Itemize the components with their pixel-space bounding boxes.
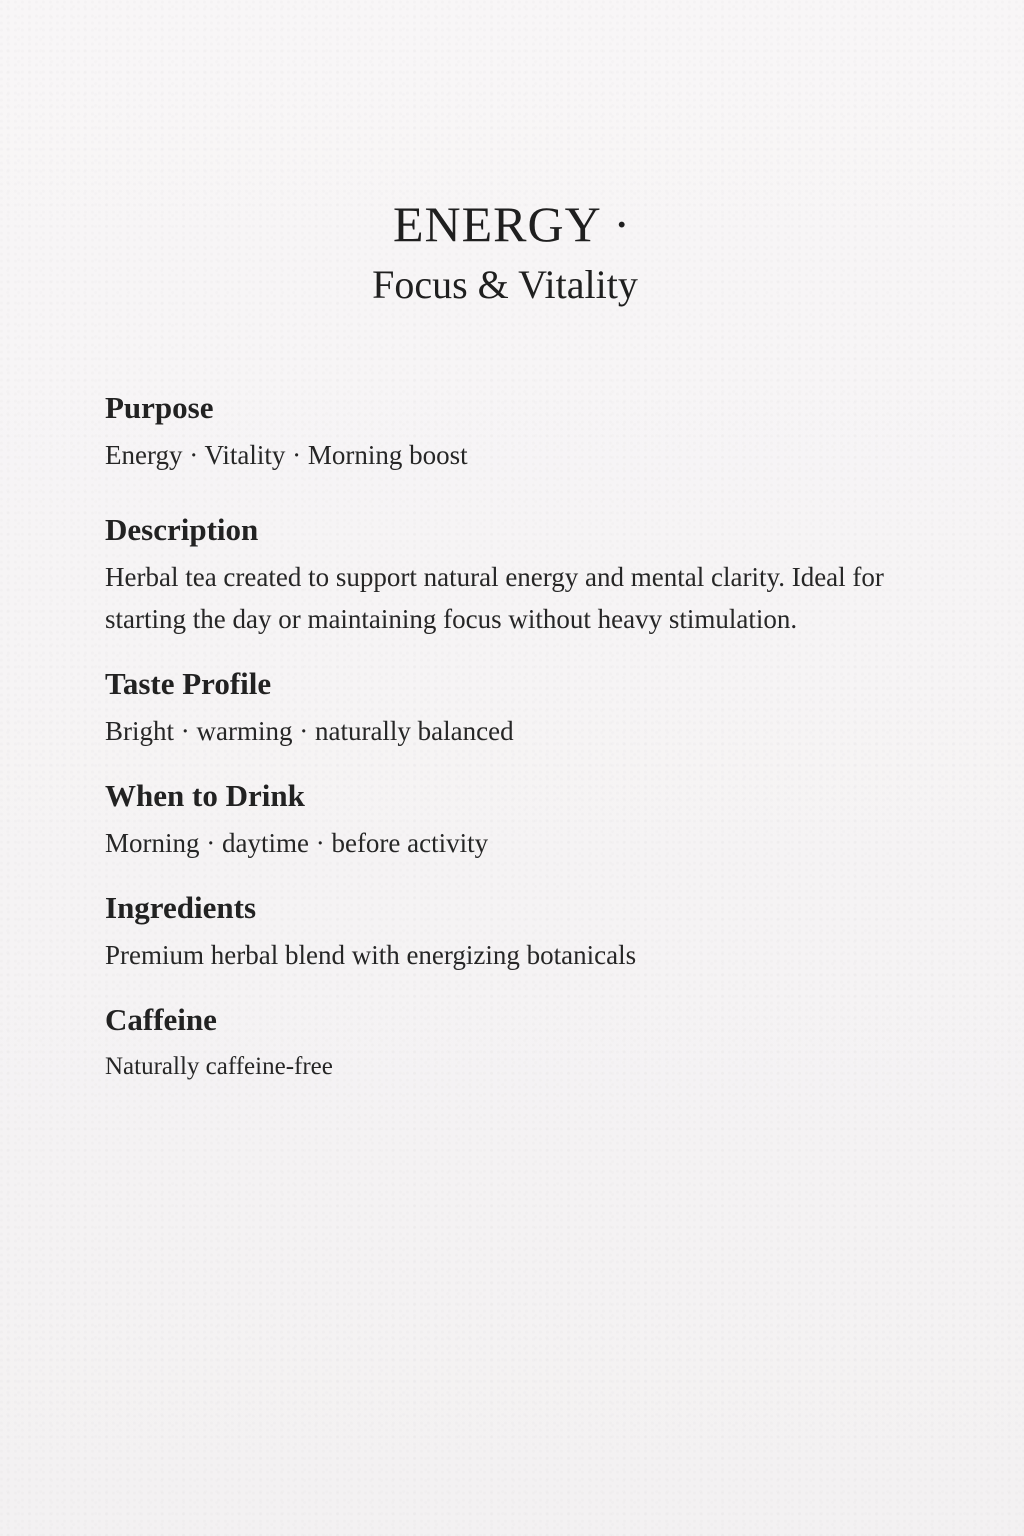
section-caffeine [105, 1000, 965, 1088]
section-ingredients [105, 888, 965, 976]
content-area [105, 388, 965, 1088]
section-text-when-to-drink: Morning · daytime · before activity [105, 828, 489, 858]
section-text-taste-profile: Bright · warming · naturally balanced [105, 716, 514, 746]
section-when-to-drink [105, 776, 965, 864]
section-taste-profile [105, 664, 965, 752]
section-text-caffeine: Naturally caffeine-free [105, 1053, 333, 1080]
section-description [105, 510, 965, 640]
section-heading-taste-profile: Taste Profile [105, 666, 272, 701]
section-heading-description: Description [105, 512, 259, 547]
section-heading-when-to-drink: When to Drink [105, 778, 305, 813]
section-text-description: Herbal tea created to support natural energy and mental clarity. Ideal for starting the day or maintaining focus without heavy stimulation. [105, 562, 884, 634]
section-text-ingredients: Premium herbal blend with energizing botanicals [105, 940, 637, 970]
section-purpose [105, 388, 965, 476]
page-title: ENERGY · [392, 196, 632, 252]
section-text-purpose: Energy · Vitality · Morning boost [105, 440, 468, 470]
section-heading-ingredients: Ingredients [105, 890, 257, 925]
page-subtitle: Focus & Vitality [372, 262, 638, 307]
section-heading-purpose: Purpose [105, 390, 214, 425]
section-heading-caffeine: Caffeine [105, 1002, 217, 1037]
